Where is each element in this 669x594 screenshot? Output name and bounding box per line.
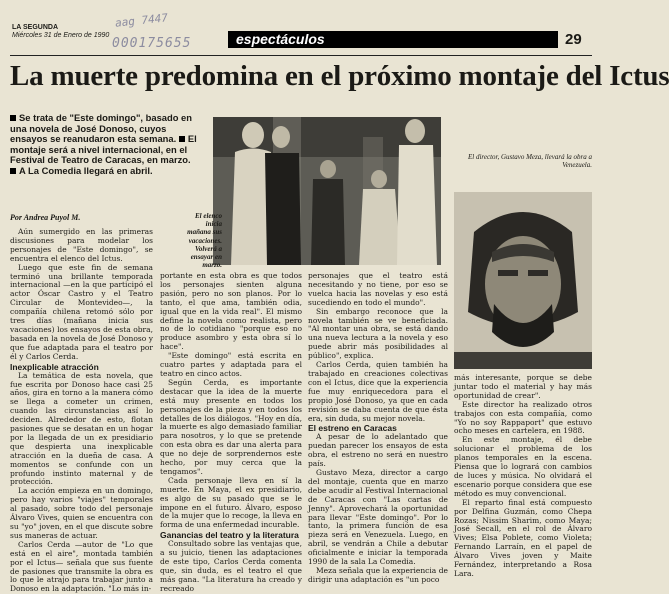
- archive-stamp: 000175655: [112, 36, 192, 51]
- paragraph: En este montaje, él debe solucionar el problema de los planos temporales en la escena. Piensa que lo logrará con cambios de luces y música. No olvidará el escenario porque considera que ese método es muy convencional.: [454, 435, 592, 498]
- paragraph: Consultado sobre las ventajas que, a su juicio, tienen las adaptaciones de este tipo, Carlos Cerda comenta que, sin duda, es el teatro el que más gana. "La literatura ha creado y recreado: [160, 539, 302, 593]
- paragraph: Meza señala que la experiencia de dirigir una adaptación es "un poco: [308, 566, 448, 584]
- paragraph: Carlos Cerda, quien también ha trabajado en creaciones colectivas con el Ictus, dice que la experiencia fue muy enriquecedora para el propio José Donoso, ya que en cada revisión se daba cuenta de que ésta era, sin duda, su mejor novela.: [308, 360, 448, 423]
- paragraph: La acción empieza en un domingo, pero hay varios "viajes" temporales al pasado, sobre todo del personaje Álvaro Vives, quien se encuentra con su "yo" joven, en el que discute sobre sus maneras de actuar.: [10, 486, 153, 540]
- subheading: Ganancias del teatro y la literatura: [160, 530, 299, 541]
- bullet-square-icon: [10, 115, 16, 121]
- subheading: El estreno en Caracas: [308, 423, 397, 434]
- paragraph: "Este domingo" está escrita en cuatro partes y adaptada para el teatro en cinco actos.: [160, 351, 302, 378]
- paragraph: portante en esta obra es que todos los personajes sienten alguna pasión, pero no son planos. Por lo tanto, el que ama, también odia, igual que en la vida real". El mismo define la novela como realista, pero no de lo cotidiano "porque eso no produce asombro y esta obra sí lo hace".: [160, 271, 302, 352]
- article-column-2: [160, 271, 302, 593]
- paragraph: Carlos Cerda —autor de "Lo que está en el aire", montada también por el Ictus— señala que sus fuente de pasiones que transmite la obra es lo que le atrajo para trabajar junto a Donoso en la adaptación. "Lo más in-: [10, 539, 153, 594]
- header-rule: [10, 55, 592, 56]
- page-number: 29: [565, 31, 582, 48]
- director-photo-image: [454, 192, 592, 369]
- bullet-square-icon: [179, 136, 185, 142]
- paragraph: más interesante, porque se debe juntar todo el material y hay más oportunidad de crear".: [454, 373, 592, 400]
- paragraph: El reparto final está compuesto por Delfina Guzmán, como Chepa Rozas; Nissim Sharim, como Maya; José Secall, en el rol de Álvaro Vives; Elsa Poblete, como Violeta; Fernando Larraín, en el papel de Álvaro Vives joven y Maite Fernández, interpretando a Rosa Lara.: [454, 497, 592, 578]
- article-column-1: [10, 227, 153, 594]
- paragraph: Gustavo Meza, director a cargo del montaje, cuenta que en marzo debe acudir al Festival Internacional de Caracas con "Las cartas de Jenny". Aprovechará la oportunidad para llevar "Este domingo". Por lo tanto, la primera función de esa pieza será en Venezuela. Luego, en abril, se vendrán a Chile a debutar oficialmente e iniciar la temporada 1990 de la sala La Comedia.: [308, 468, 448, 567]
- cast-photo-caption: El elenco inicia mañana sus vacaciones. Volverá a ensayar en marzo.: [187, 212, 222, 270]
- paragraph: personajes que el teatro está necesitando y no tiene, por eso se vuelca hacia las novelas y eso está sucediendo en todo el mundo".: [308, 271, 448, 307]
- lead-item: Se trata de "Este domingo", basado en una novela de José Donoso, cuyos ensayos se reanudaron esta semana. El montaje será a nivel internacional, en el Festival de Teatro de Caracas, en marzo. A La Comedia llegará en abril.: [10, 112, 197, 176]
- director-photo-caption: El director, Gustavo Meza, llevará la obra a Venezuela.: [468, 153, 592, 170]
- byline: Por Andrea Puyol M.: [10, 213, 81, 222]
- issue-date: Miércoles 31 de Enero de 1990: [12, 32, 110, 39]
- lead-summary: [10, 113, 200, 177]
- article-column-3: [308, 271, 448, 584]
- paragraph: Aún sumergido en las primeras discusiones para modelar los personajes de "Este domingo", se encuentra el elenco del Ictus.: [10, 227, 153, 263]
- newspaper-name: LA SEGUNDA: [12, 24, 59, 31]
- paragraph: La temática de esta novela, que fue escrita por Donoso hace casi 25 años, gira en torno a la manera cómo se llega a cometer un crimen, cuando las circunstancias así lo deciden. Alrededor de esto, flotan pasiones que se desatan en un hogar por la llegada de un ex presidiario que despierta una inexplicable atracción en la dueña de casa. A momentos se confunde con un profundo instinto maternal y de protección.: [10, 370, 153, 487]
- director-photo: [454, 192, 592, 369]
- paragraph: A pesar de lo adelantado que puedan parecer los ensayos de esta obra, el estreno no será en nuestro país.: [308, 432, 448, 469]
- headline: La muerte predomina en el próximo montaje del Ictus: [10, 60, 669, 92]
- article-column-4: [454, 374, 592, 578]
- section-banner: espectáculos: [228, 31, 558, 48]
- bullet-square-icon: [10, 168, 16, 174]
- paragraph: Según Cerda, es importante destacar que la idea de la muerte está muy presente en todos los personajes de la pieza y en todos los detalles de los diálogos. "Hoy en día, la muerte es algo demasiado familiar para nosotros, y lo que se pretende con esta obra es dar una alerta para que no deje de sorprendernos este hecho, por muy cerca que la tengamos".: [160, 377, 302, 476]
- paragraph: Luego que este fin de semana terminó una brillante temporada internacional —en la que participó el actor Óscar Castro y el Teatro Circular de Montevideo—, la compañía chilena retomó sólo por tres días (mañana inicia sus vacaciones) los ensayos de esta obra, basada en la novela de José Donoso y que fue adaptada para el teatro por él y Carlos Cerda.: [10, 262, 153, 361]
- paragraph: Cada personaje lleva en sí la muerte. En Maya, el ex presidiario, es algo de su pasado que se le impone en el futuro. Álvaro, esposo de la mujer que lo recoge, la lleva en forma de una enfermedad incurable.: [160, 475, 302, 530]
- paragraph: Sin embargo reconoce que la novela también se ve beneficiada. "Al montar una obra, se está dando una nueva lectura a la novela y eso puede abrir más posibilidades al público", explica.: [308, 306, 448, 361]
- paragraph: Este director ha realizado otros trabajos con esta compañía, como "Yo no soy Rappaport" que estuvo ocho meses en cartelera, en 1988.: [454, 399, 592, 436]
- cast-photo-image: [213, 117, 441, 265]
- handwritten-reference: aag 7447: [114, 11, 169, 30]
- subheading: Inexplicable atracción: [10, 361, 99, 372]
- cast-photo: [213, 117, 441, 265]
